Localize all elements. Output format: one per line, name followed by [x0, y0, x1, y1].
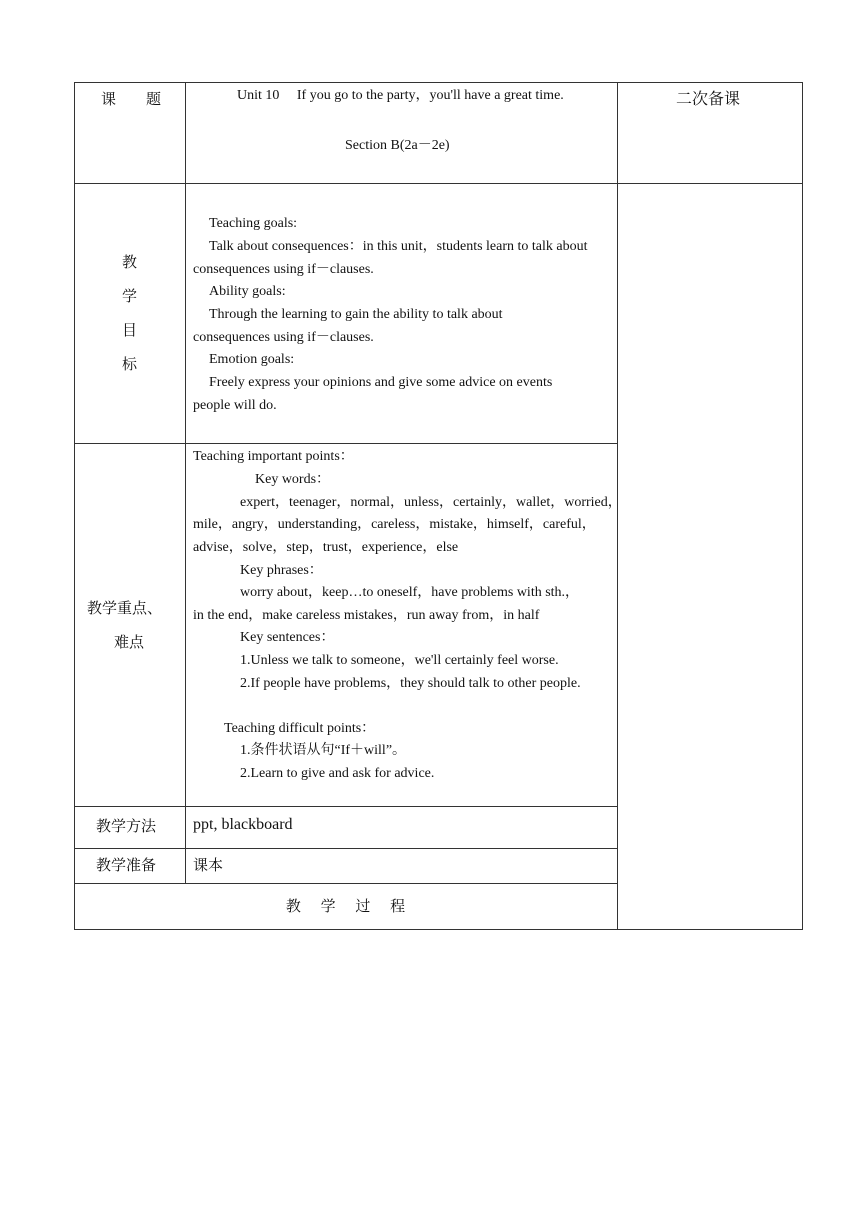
goals-label-char-1: 教 [122, 253, 138, 271]
table-border-top [74, 82, 803, 83]
topic-label: 课 题 [101, 90, 162, 108]
goals-line: Ability goals: [209, 284, 286, 299]
goals-line: Freely express your opinions and give some advice on events [209, 375, 553, 390]
goals-line: Teaching goals: [209, 216, 298, 231]
goals-label-char-3: 目 [122, 321, 138, 339]
row-divider-prep [74, 883, 617, 884]
prep-label: 教学准备 [96, 856, 157, 874]
table-border-right [802, 82, 803, 930]
goals-line: people will do. [193, 398, 277, 413]
keypoints-line: advise，solve，step，trust，experience，else [193, 540, 459, 555]
keypoints-line: Key phrases： [240, 563, 323, 578]
keypoints-label-line2: 难点 [114, 633, 145, 651]
keypoints-line: Teaching difficult points： [224, 721, 376, 736]
row-divider-keypoints [74, 806, 617, 807]
keypoints-line: 1.条件状语从句“If＋will”。 [240, 743, 407, 758]
table-border-bottom [74, 929, 803, 930]
section-title: Section B(2a－2e) [345, 138, 450, 153]
keypoints-line: mile，angry，understanding，careless，mistake，himself，careful， [193, 517, 596, 532]
keypoints-line: 2.Learn to give and ask for advice. [240, 766, 435, 781]
goals-line: Through the learning to gain the ability to talk about [209, 307, 503, 322]
goals-line: Talk about consequences：in this unit，students learn to talk about [209, 239, 588, 254]
keypoints-line: Key words： [255, 472, 331, 487]
keypoints-line: 1.Unless we talk to someone，we'll certainly feel worse. [240, 653, 559, 668]
row-divider-goals [74, 443, 617, 444]
goals-label-char-2: 学 [122, 287, 138, 305]
goals-line: consequences using if－clauses. [193, 330, 374, 345]
row-divider-method [74, 848, 617, 849]
unit-title: Unit 10 If you go to the party，you'll have a great time. [237, 88, 564, 103]
table-border-left [74, 82, 75, 930]
second-prep-label: 二次备课 [676, 89, 741, 108]
prep-value: 课本 [193, 856, 224, 874]
goals-line: consequences using if－clauses. [193, 262, 374, 277]
method-label: 教学方法 [96, 817, 157, 835]
keypoints-line: 2.If people have problems，they should talk to other people. [240, 676, 581, 691]
method-value: ppt, blackboard [193, 816, 293, 833]
column-divider-label [185, 82, 186, 884]
keypoints-line: Key sentences： [240, 630, 335, 645]
row-divider-header [74, 183, 803, 184]
process-heading: 教 学 过 程 [285, 897, 406, 915]
keypoints-line: expert，teenager，normal，unless，certainly，wallet，worried， [240, 495, 622, 510]
keypoints-line: in the end，make careless mistakes，run away from，in half [193, 608, 540, 623]
keypoints-line: Teaching important points： [193, 449, 354, 464]
keypoints-line: worry about，keep…to oneself，have problems with sth.， [240, 585, 580, 600]
keypoints-label-line1: 教学重点、 [87, 599, 163, 617]
goals-label-char-4: 标 [122, 355, 138, 373]
goals-line: Emotion goals: [209, 352, 295, 367]
